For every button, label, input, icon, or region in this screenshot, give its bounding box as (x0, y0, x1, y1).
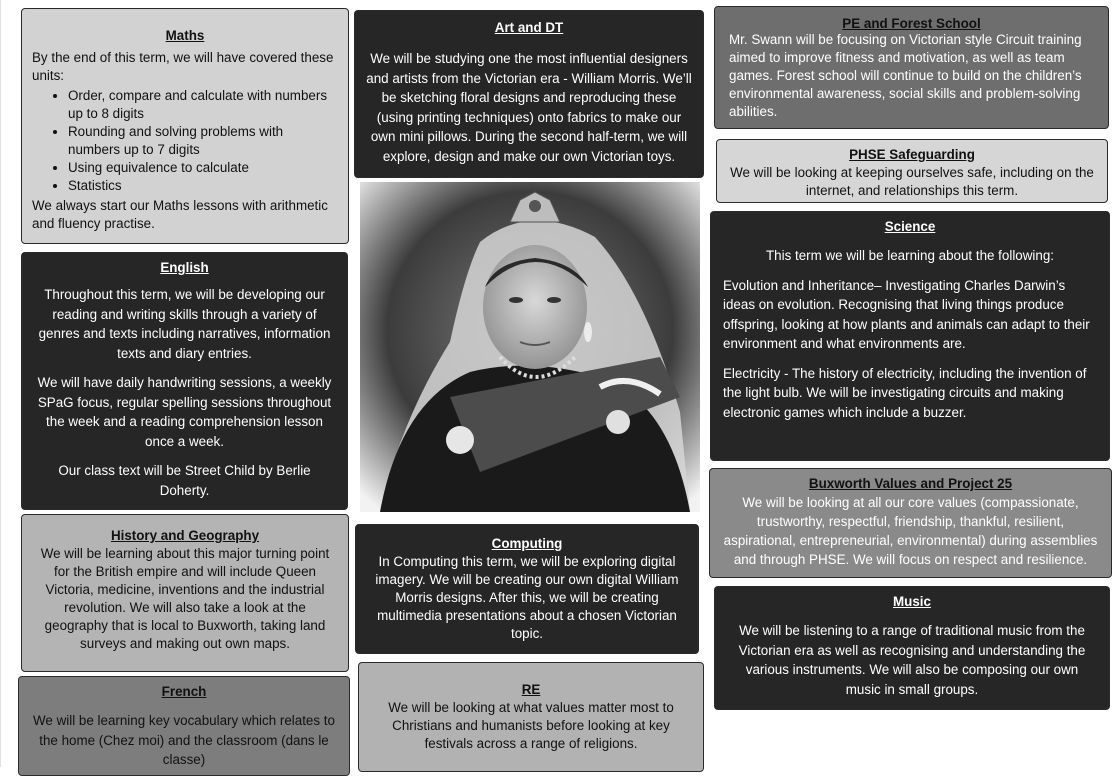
art-dt-body: We will be studying one the most influential designers and artists from the Victorian era - William Morris. We’ll be sketching floral designs and reproducing these (using printing techniques) onto fabrics to make our own mini pillows. During the second half-term, we will explore, design and make our own Victorian toys. (366, 51, 692, 164)
page-edge (0, 0, 1, 767)
french-panel (18, 676, 350, 776)
maths-units-list (32, 87, 338, 195)
english-paragraph: Throughout this term, we will be developing our reading and writing skills through a variety of genres and texts including narratives, information texts and diary entries. (38, 287, 331, 361)
history-geography-panel (21, 514, 349, 672)
english-body (34, 285, 335, 500)
history-geography-body: We will be learning about this major turning point for the British empire and will include Queen Victoria, medicine, inventions and the industrial revolution. We will also take a look at the geography that is local to Buxworth, taking land surveys and making out own maps. (40, 546, 330, 651)
maths-outro: We always start our Maths lessons with arithmetic and fluency practise. (32, 198, 328, 231)
values-title: Buxworth Values and Project 25 (808, 476, 1013, 491)
maths-panel (21, 8, 349, 244)
pe-forest-panel (714, 6, 1109, 129)
english-paragraph: We will have daily handwriting sessions, a weekly SPaG focus, regular spelling sessions throughout the week and a reading comprehension lesson once a week. (37, 375, 332, 449)
queen-victoria-portrait (360, 182, 700, 512)
music-panel (714, 586, 1110, 710)
phse-title: PHSE Safeguarding (849, 147, 975, 162)
computing-title: Computing (491, 536, 563, 551)
french-title: French (161, 684, 207, 699)
history-geography-title: History and Geography (110, 528, 260, 543)
music-body: We will be listening to a range of traditional music from the Victorian era as well as recognising and understanding the various instruments. We will also be composing our own music in small groups. (738, 623, 1086, 697)
art-dt-panel (354, 10, 704, 178)
maths-unit-item: • Order, compare and calculate with numbers up to 8 digits (68, 87, 338, 123)
phse-panel (716, 139, 1108, 203)
computing-panel (355, 524, 699, 654)
science-paragraph: Evolution and Inheritance– Investigating Charles Darwin’s ideas on evolution. Recognising that living things produce offspring, looking at how plants and animals can adapt to their environment and what environments are. (723, 277, 1090, 351)
maths-unit-item: • Statistics (68, 177, 338, 195)
re-panel (358, 662, 704, 772)
re-body: We will be looking at what values matter most to Christians and humanists before looking at key festivals across a range of religions. (388, 700, 674, 751)
values-body: We will be looking at all our core values (compassionate, trustworthy, respectful, friendship, thankful, resilient, aspirational, entrepreneurial, environmental) during assemblies and through PHSE. We will focus on respect and resilience. (723, 495, 1098, 567)
science-body (723, 246, 1097, 422)
science-intro: This term we will be learning about the following: (765, 248, 1055, 263)
french-body: We will be learning key vocabulary which relates to the home (Chez moi) and the classroom (dans le classe) (33, 713, 335, 767)
pe-forest-body: Mr. Swann will be focusing on Victorian style Circuit training aimed to improve fitness and motivation, as well as team games. Forest school will continue to build on the children’s environmental awareness, social skills and problem-solving abilities. (729, 32, 1082, 119)
maths-unit-item: • Rounding and solving problems with numbers up to 7 digits (68, 123, 338, 159)
english-panel (21, 252, 348, 510)
maths-intro: By the end of this term, we will have covered these units: (32, 50, 334, 83)
maths-title: Maths (165, 28, 205, 43)
english-title: English (160, 260, 209, 275)
science-paragraph: Electricity - The history of electricity, including the invention of the light bulb. We will be investigating circuits and making electronic games which include a buzzer. (723, 365, 1087, 420)
maths-unit-item: • Using equivalence to calculate (68, 159, 338, 177)
re-title: RE (521, 682, 541, 697)
values-panel (709, 468, 1112, 578)
computing-body: In Computing this term, we will be exploring digital imagery. We will be creating our own digital William Morris designs. After this, we will be creating multimedia presentations about a chosen Victorian topic. (375, 554, 679, 641)
art-dt-title: Art and DT (494, 20, 564, 35)
music-title: Music (893, 594, 931, 609)
science-panel (710, 211, 1110, 461)
pe-forest-title: PE and Forest School (842, 16, 981, 31)
phse-body: We will be looking at keeping ourselves safe, including on the internet, and relationships this term. (730, 165, 1094, 198)
english-paragraph: Our class text will be Street Child by Berlie Doherty. (58, 463, 311, 498)
science-title: Science (884, 219, 936, 234)
